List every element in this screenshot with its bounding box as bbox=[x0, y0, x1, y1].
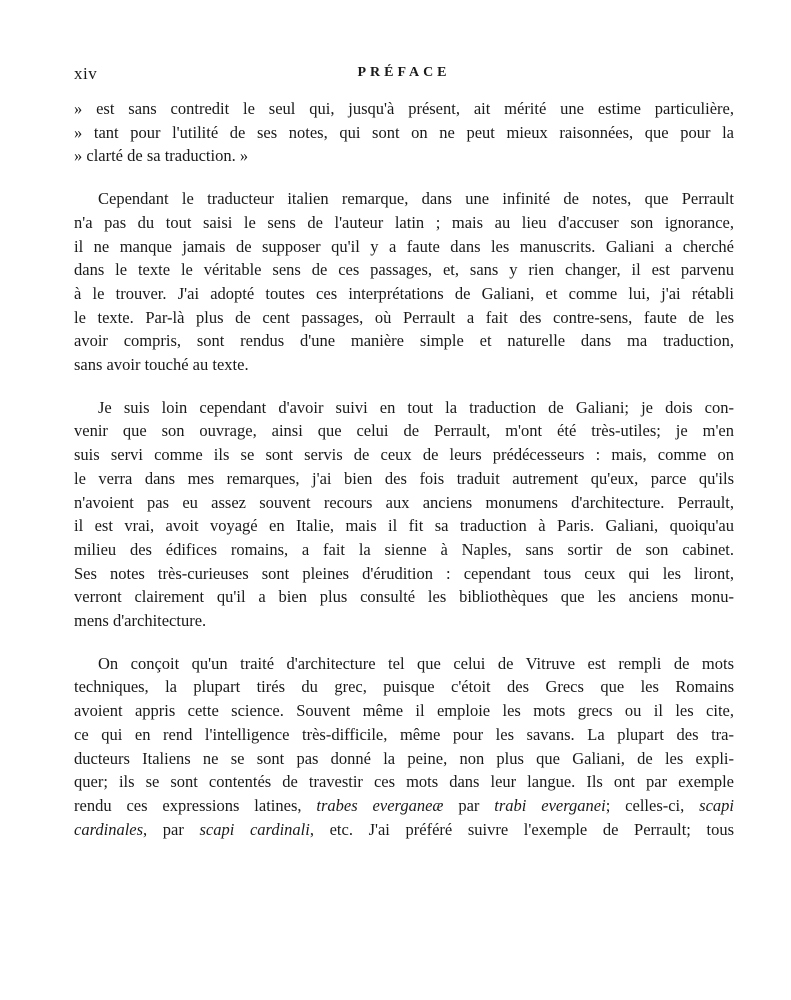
text-segment: par bbox=[443, 795, 495, 815]
text-line: n'a pas du tout saisi le sens de l'auteur latin ; mais au lieu d'accuser son ignorance, bbox=[74, 212, 734, 232]
text-line: milieu des édifices romains, a fait la sienne à Naples, sans sortir de son cabinet. bbox=[74, 539, 734, 559]
text-segment: , etc. J'ai préféré suivre l'exemple de Perrault; tous bbox=[309, 819, 734, 839]
text-line: techniques, la plupart tirés du grec, puisque c'étoit des Grecs que les Romains bbox=[74, 677, 734, 697]
text-line: verront clairement qu'il a bien plus consulté les bibliothèques que les anciens monu- bbox=[74, 587, 734, 607]
text-segment: ; celles-ci, bbox=[605, 795, 700, 815]
text-line: Cependant le traducteur italien remarque, dans une infinité de notes, que Perrault bbox=[98, 189, 734, 209]
page-header bbox=[74, 64, 734, 88]
text-line: suis servi comme ils se sont servis de ceux de leurs prédécesseurs : mais, comme on bbox=[74, 445, 734, 465]
text-line: mens d'architecture. bbox=[74, 611, 207, 631]
text-line: On conçoit qu'un traité d'architecture tel que celui de Vitruve est rempli de mots bbox=[98, 653, 734, 673]
text-line: quer; ils se sont contentés de travestir ces mots dans leur langue. Ils ont par exemple bbox=[74, 772, 734, 792]
page-number: xiv bbox=[74, 64, 98, 83]
text-line: » clarté de sa traduction. » bbox=[74, 146, 249, 166]
text-line: » est sans contredit le seul qui, jusqu'à présent, ait mérité une estime particulière, bbox=[74, 99, 734, 118]
latin-term: cardinales bbox=[74, 819, 144, 839]
text-line: le texte. Par-là plus de cent passages, où Perrault a fait des contre-sens, faute de les bbox=[74, 307, 734, 327]
text-line: avoient appris cette science. Souvent même il emploie les mots grecs ou il les cite, bbox=[74, 701, 734, 721]
page-body bbox=[74, 97, 734, 841]
italian-term: trabi everganei bbox=[494, 795, 606, 815]
text-line: il est vrai, avoit voyagé en Italie, mais il fit sa traduction à Paris. Galiani, quoiqu'au bbox=[74, 516, 734, 536]
paragraph-translator-remarks bbox=[74, 187, 734, 377]
text-line: à le trouver. J'ai adopté toutes ces interprétations de Galiani, et comme lui, j'ai rétabli bbox=[74, 283, 734, 303]
text-segment: rendu ces expressions latines, bbox=[74, 795, 317, 815]
text-line: avoir compris, sont rendus d'une manière simple et naturelle dans ma traduction, bbox=[74, 331, 734, 351]
italian-term: scapi cardinali bbox=[199, 819, 310, 839]
text-line: venir que son ouvrage, ainsi que celui de Perrault, m'ont été très-utiles; je m'en bbox=[74, 421, 734, 441]
text-line: » tant pour l'utilité de ses notes, qui sont on ne peut mieux raisonnées, que pour la bbox=[74, 122, 734, 142]
running-title: PRÉFACE bbox=[357, 65, 451, 80]
text-line: ducteurs Italiens ne se sont pas donné la peine, non plus que Galiani, de les expli- bbox=[74, 748, 734, 768]
text-segment: , par bbox=[143, 819, 200, 839]
paragraph-technical-terms bbox=[74, 652, 734, 842]
paragraph-galiani bbox=[74, 396, 734, 633]
latin-term: scapi bbox=[699, 795, 735, 815]
text-line: Je suis loin cependant d'avoir suivi en tout la traduction de Galiani; je dois con- bbox=[98, 397, 734, 417]
text-line: sans avoir touché au texte. bbox=[74, 355, 249, 375]
text-line: le verra dans mes remarques, j'ai bien des fois traduit autrement qu'eux, parce qu'ils bbox=[74, 468, 734, 488]
text-line: dans le texte le véritable sens de ces passages, et, sans y rien changer, il est parvenu bbox=[74, 260, 734, 280]
text-line: il ne manque jamais de supposer qu'il y a faute dans les manuscrits. Galiani a cherché bbox=[74, 236, 734, 256]
latin-term: trabes everganeæ bbox=[316, 795, 444, 815]
text-line: ce qui en rend l'intelligence très-difficile, même pour les savans. La plupart des tra- bbox=[74, 724, 734, 744]
paragraph-quote bbox=[74, 97, 734, 168]
text-line-mixed bbox=[74, 794, 734, 818]
text-line-mixed bbox=[74, 818, 734, 842]
text-line: n'avoient pas eu assez souvent recours aux anciens monumens d'architecture. Perrault, bbox=[74, 492, 734, 512]
text-line: Ses notes très-curieuses sont pleines d'érudition : cependant tous ceux qui les liront, bbox=[74, 563, 734, 583]
